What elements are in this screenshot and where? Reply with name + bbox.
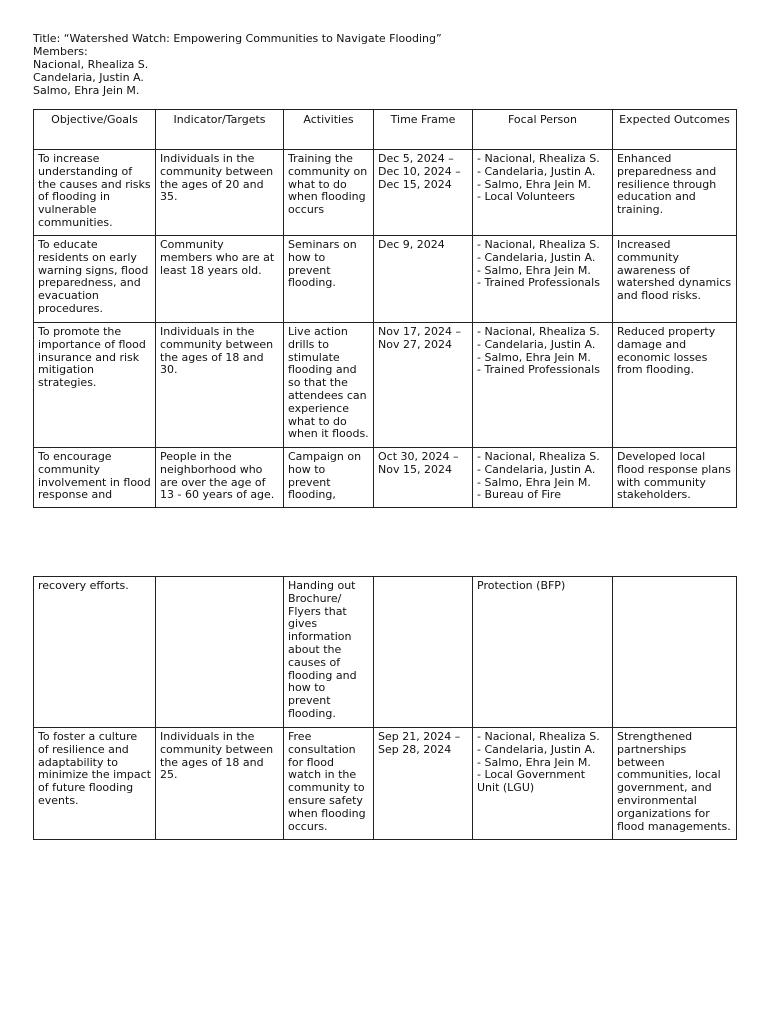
focal-person-cell: - Nacional, Rhealiza S. - Candelaria, Justin A. - Salmo, Ehra Jein M. - Trained Professionals bbox=[473, 236, 613, 323]
objective-cell: To promote the importance of flood insurance and risk mitigation strategies. bbox=[34, 323, 156, 448]
time-frame-cell: Dec 5, 2024 – Dec 10, 2024 – Dec 15, 2024 bbox=[374, 150, 473, 236]
indicator-cell: People in the neighborhood who are over the age of 13 - 60 years of age. bbox=[156, 448, 284, 508]
outcomes-cell: Developed local flood response plans with community stakeholders. bbox=[613, 448, 737, 508]
column-header-objective: Objective/Goals bbox=[34, 110, 156, 150]
time-frame-cell: Dec 9, 2024 bbox=[374, 236, 473, 323]
action-plan-table bbox=[33, 109, 737, 508]
column-header-activities: Activities bbox=[284, 110, 374, 150]
objective-cell: To foster a culture of resilience and adaptability to minimize the impact of future flooding events. bbox=[34, 728, 156, 840]
time-frame-cell: Oct 30, 2024 – Nov 15, 2024 bbox=[374, 448, 473, 508]
activities-cell: Campaign on how to prevent flooding, bbox=[284, 448, 374, 508]
column-header-focal-person: Focal Person bbox=[473, 110, 613, 150]
activities-cell: Live action drills to stimulate flooding and so that the attendees can experience what to do when it floods. bbox=[284, 323, 374, 448]
outcomes-cell bbox=[613, 577, 737, 728]
focal-person-cell: - Nacional, Rhealiza S. - Candelaria, Justin A. - Salmo, Ehra Jein M. - Trained Professionals bbox=[473, 323, 613, 448]
focal-person-cell: - Nacional, Rhealiza S. - Candelaria, Justin A. - Salmo, Ehra Jein M. - Local Government Unit (LGU) bbox=[473, 728, 613, 840]
outcomes-cell: Strengthened partnerships between communities, local government, and environmental organizations for flood managements. bbox=[613, 728, 737, 840]
outcomes-cell: Enhanced preparedness and resilience through education and training. bbox=[613, 150, 737, 236]
table-row bbox=[34, 150, 737, 236]
focal-person-cell: - Nacional, Rhealiza S. - Candelaria, Justin A. - Salmo, Ehra Jein M. - Bureau of Fire bbox=[473, 448, 613, 508]
table-row bbox=[34, 728, 737, 840]
member-name: Salmo, Ehra Jein M. bbox=[33, 84, 140, 97]
indicator-cell: Community members who are at least 18 years old. bbox=[156, 236, 284, 323]
outcomes-cell: Increased community awareness of watershed dynamics and flood risks. bbox=[613, 236, 737, 323]
member-name: Candelaria, Justin A. bbox=[33, 71, 144, 84]
document-header bbox=[33, 32, 442, 97]
activities-cell: Handing out Brochure/ Flyers that gives information about the causes of flooding and how to prevent flooding. bbox=[284, 577, 374, 728]
indicator-cell: Individuals in the community between the ages of 18 and 30. bbox=[156, 323, 284, 448]
objective-cell: To educate residents on early warning signs, flood preparedness, and evacuation procedures. bbox=[34, 236, 156, 323]
time-frame-cell bbox=[374, 577, 473, 728]
indicator-cell: Individuals in the community between the ages of 18 and 25. bbox=[156, 728, 284, 840]
outcomes-cell: Reduced property damage and economic losses from flooding. bbox=[613, 323, 737, 448]
table-header-row bbox=[34, 110, 737, 150]
action-plan-table-continued bbox=[33, 576, 737, 840]
activities-cell: Training the community on what to do when flooding occurs bbox=[284, 150, 374, 236]
indicator-cell: Individuals in the community between the ages of 20 and 35. bbox=[156, 150, 284, 236]
column-header-time-frame: Time Frame bbox=[374, 110, 473, 150]
time-frame-cell: Sep 21, 2024 – Sep 28, 2024 bbox=[374, 728, 473, 840]
document-title: Title: “Watershed Watch: Empowering Communities to Navigate Flooding” bbox=[33, 32, 442, 45]
objective-cell: To encourage community involvement in flood response and bbox=[34, 448, 156, 508]
table-row bbox=[34, 323, 737, 448]
activities-cell: Free consultation for flood watch in the community to ensure safety when flooding occurs. bbox=[284, 728, 374, 840]
column-header-outcomes: Expected Outcomes bbox=[613, 110, 737, 150]
column-header-indicator: Indicator/Targets bbox=[156, 110, 284, 150]
table-row bbox=[34, 448, 737, 508]
focal-person-cell: - Nacional, Rhealiza S. - Candelaria, Justin A. - Salmo, Ehra Jein M. - Local Volunteers bbox=[473, 150, 613, 236]
member-name: Nacional, Rhealiza S. bbox=[33, 58, 149, 71]
members-label: Members: bbox=[33, 45, 88, 58]
activities-cell: Seminars on how to prevent flooding. bbox=[284, 236, 374, 323]
objective-cell: recovery efforts. bbox=[34, 577, 156, 728]
objective-cell: To increase understanding of the causes and risks of flooding in vulnerable communities. bbox=[34, 150, 156, 236]
table-row bbox=[34, 577, 737, 728]
focal-person-cell: Protection (BFP) bbox=[473, 577, 613, 728]
indicator-cell bbox=[156, 577, 284, 728]
table-row bbox=[34, 236, 737, 323]
time-frame-cell: Nov 17, 2024 – Nov 27, 2024 bbox=[374, 323, 473, 448]
